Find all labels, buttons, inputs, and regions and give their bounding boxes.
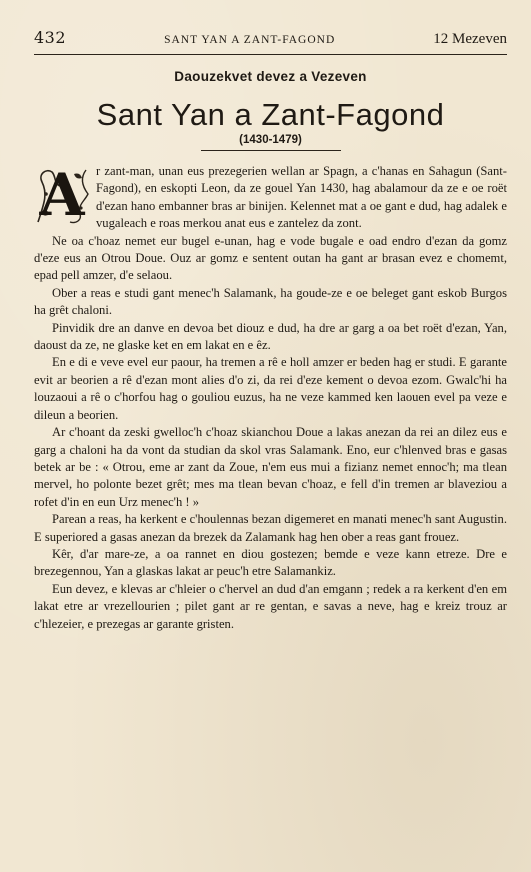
paragraph-1-text: r zant-man, unan eus prezegerien wellan ar Spagn, a c'hanas en Sahagun (Sant-Fagond), en eskopti Leon, da ze gouel Yan 1430, hag abalamour da ze e oe roët d'ezan hano embanner bras ar binijen. Kelennet mat a oe gant e dud, hag adalek e vugaleach e roas merkou anat eus e zantelez da zont. — [96, 164, 507, 231]
paragraph-2: Ne oa c'hoaz nemet eur bugel e-unan, hag e vode bugale e oad endro d'ezan da gomz d'eze eus an Otrou Doue. Ouz ar gomz e sentent outan ha gant ar brasan evez e chomemt, epad pell amzer, d'e selaou. — [34, 233, 507, 283]
paragraph-9: Eun devez, e klevas ar c'hleier o c'hervel an dud d'an emgann ; redek a ra kerkent d'en em lakat etre ar vrezellourien ; pilet gant ar re gentan, e savas a neve, hag e kreiz trouz ar c'hlezeier, e prezegas ar garante gristen. — [34, 581, 507, 631]
paragraph-4: Pinvidik dre an danve en devoa bet diouz e dud, ha dre ar garg a oa bet roët d'ezan, Yan, daoust da ze, ne glaske ket en em lakat en e êz. — [34, 320, 507, 353]
running-date: 12 Mezeven — [433, 31, 507, 47]
paragraph-7: Parean a reas, ha kerkent e c'houlennas bezan digemeret en manati menec'h sant Augustin. E superiored a gasas anezan da brezek da Zalamank hag hen ober a reas gant frouez. — [34, 512, 507, 544]
header-rule — [34, 54, 507, 55]
article-title: Sant Yan a Zant-Fagond — [96, 97, 445, 132]
running-title: SANT YAN A ZANT-FAGOND — [164, 34, 336, 46]
drop-cap-letter: A — [39, 161, 85, 229]
paragraph-5: En e di e veve evel eur paour, ha tremen a rê e holl amzer er beden hag er studi. E garante evit ar beorien a rê d'ezan mont alies d'o zi, da rei d'eze kement o devoa ezom. Gwalc'hi ha louzaoui a rê o c'horfou hag o gouliou euzus, ha ne veze kammed ken laouen evel pa veze e dileun a beorien. — [34, 355, 507, 422]
drop-cap — [34, 161, 90, 229]
article-body — [34, 163, 507, 633]
title-rule — [201, 150, 341, 151]
page-number: 432 — [34, 28, 67, 47]
paragraph-8: Kêr, d'ar mare-ze, a oa rannet en diou gostezen; bemde e veze kann etreze. Dre e brezegennou, Yan a glaskas lakat ar peuc'h etre Salamankiz. — [34, 546, 507, 579]
paragraph-3: Ober a reas e studi gant menec'h Salamank, ha goude-ze e oe beleget gant eskob Burgos ha grêt chaloni. — [34, 285, 507, 318]
paragraph-6: Ar c'hoant da zeski gwelloc'h c'hoaz skianchou Doue a lakas anezan da rei an dilez eus e garg a chaloni ha da vont da studian da skol vras Salamank. Eno, eur c'hlenved bras e gasas betek ar be : « Otrou, eme ar zant da Zoue, n'em eus mui a fizianz nemet ennoc'h; ma tlean mervel, ho polonte bezet grêt; mes ma tlean bevan c'hoaz, e fell d'in tremen ar blaveziou a rofet d'in en eun Urz menec'h ! » — [34, 425, 507, 509]
paragraph-1 — [34, 163, 507, 233]
running-head — [34, 28, 507, 52]
article-dates: (1430-1479) — [239, 134, 302, 146]
section-heading: Daouzekvet devez a Vezeven — [174, 69, 367, 84]
